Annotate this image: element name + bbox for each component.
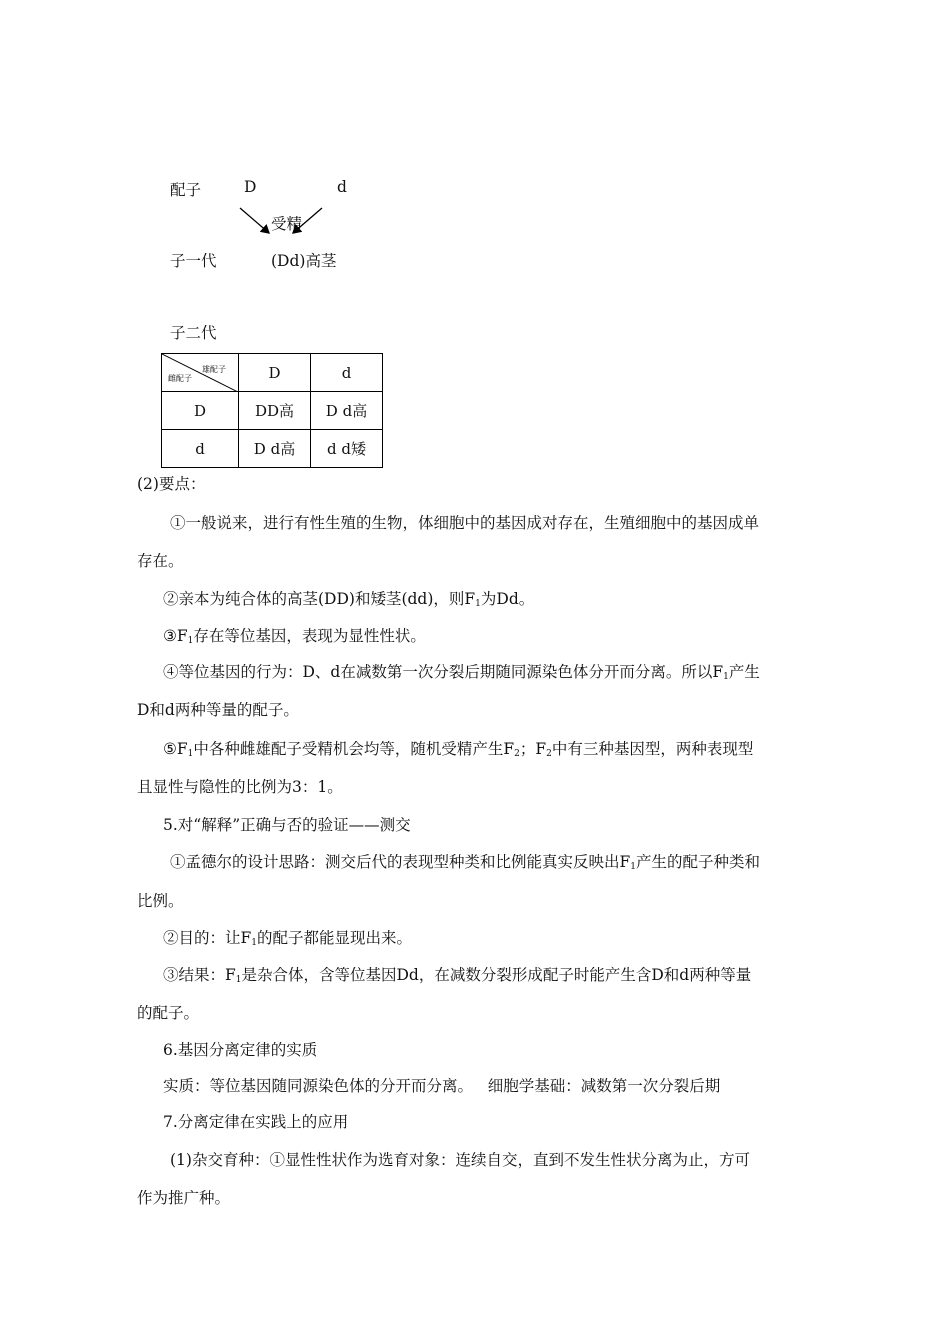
punnett-cell: D d高 [311, 392, 383, 430]
section-5-item-3-line-2: 的配子。 [137, 1004, 200, 1022]
points-heading: (2)要点： [137, 475, 206, 493]
section-7-item-1-line-1: (1)杂交育种：①显性性状作为选育对象：连续自交，直到不发生性状分离为止，方可 [170, 1151, 750, 1169]
punnett-cell: d d矮 [311, 430, 383, 468]
point-4-line-1: ④等位基因的行为：D、d在减数第一次分裂后期随同源染色体分开而分离。所以$F_1$产生 [163, 663, 760, 682]
f2-label: 子二代 [170, 324, 217, 342]
section-5-heading: 5.对“解释”正确与否的验证——测交 [163, 816, 411, 834]
point-2: ②亲本为纯合体的高茎(DD)和矮茎(dd)，则$F_1$为Dd。 [163, 590, 535, 609]
row-header: D [162, 392, 239, 430]
point-1-line-1: ①一般说来，进行有性生殖的生物，体细胞中的基因成对存在，生殖细胞中的基因成单 [170, 514, 760, 532]
point-1-line-2: 存在。 [137, 552, 184, 570]
fertilization-label: 受精 [271, 215, 303, 233]
section-5-item-3-line-1: ③结果：$F_1$是杂合体，含等位基因Dd，在减数分裂形成配子时能产生含D和d两种等量 [163, 966, 752, 985]
section-7-heading: 7.分离定律在实践上的应用 [163, 1113, 349, 1131]
col-header: d [311, 354, 383, 392]
section-6-heading: 6.基因分离定律的实质 [163, 1041, 318, 1059]
point-5-line-1: $⑤F_1$中各种雌雄配子受精机会均等，随机受精产生$F_2$；$F_2$中有三种基因型，两种表现型 [163, 740, 754, 759]
punnett-square [161, 353, 383, 468]
corner-male-label: 雄配子 [202, 365, 226, 374]
point-3: $③F_1$存在等位基因，表现为显性性状。 [163, 627, 426, 646]
row-header: d [162, 430, 239, 468]
section-5-item-2: ②目的：让$F_1$的配子都能显现出来。 [163, 929, 413, 948]
point-5-line-2: 且显性与隐性的比例为3：1。 [137, 778, 343, 796]
punnett-cell: D d高 [239, 430, 311, 468]
section-7-item-1-line-2: 作为推广种。 [137, 1189, 231, 1207]
section-5-item-1-line-1: ①孟德尔的设计思路：测交后代的表现型种类和比例能真实反映出$F_1$产生的配子种类和 [170, 853, 761, 872]
gamete-label: 配子 [170, 181, 202, 199]
col-header: D [239, 354, 311, 392]
gamete-right: d [337, 178, 347, 196]
section-6-body: 实质：等位基因随同源染色体的分开而分离。 细胞学基础：减数第一次分裂后期 [163, 1077, 721, 1095]
section-5-item-1-line-2: 比例。 [137, 892, 184, 910]
f1-label: 子一代 [170, 252, 217, 270]
punnett-corner [162, 354, 239, 392]
arrow-left [240, 208, 269, 233]
gamete-left: D [244, 178, 257, 196]
punnett-cell: DD高 [239, 392, 311, 430]
corner-diagonal [162, 354, 238, 392]
corner-female-label: 雌配子 [168, 374, 192, 383]
f1-result: (Dd)高茎 [271, 252, 337, 270]
point-4-line-2: D和d两种等量的配子。 [137, 701, 299, 719]
